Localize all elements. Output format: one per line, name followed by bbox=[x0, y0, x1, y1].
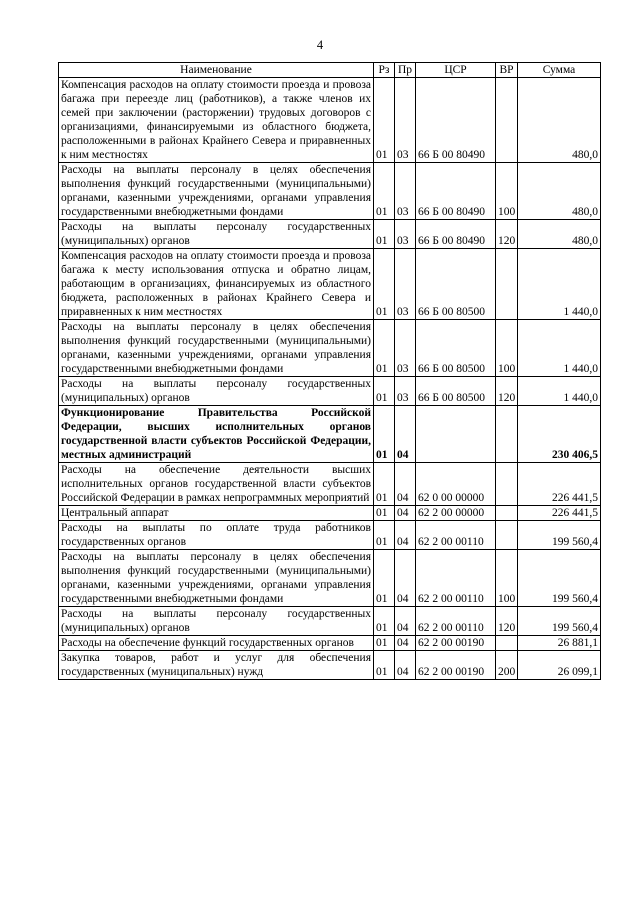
cell-vr: 120 bbox=[496, 607, 518, 636]
page-number: 4 bbox=[316, 38, 324, 52]
cell-rz: 01 bbox=[374, 320, 395, 377]
cell-sum: 1 440,0 bbox=[518, 249, 601, 320]
cell-rz: 01 bbox=[374, 377, 395, 406]
cell-sum: 480,0 bbox=[518, 78, 601, 163]
cell-vr bbox=[496, 521, 518, 550]
cell-name: Центральный аппарат bbox=[59, 506, 374, 521]
cell-sum: 480,0 bbox=[518, 163, 601, 220]
table-row bbox=[59, 163, 601, 220]
cell-csr: 66 Б 00 80500 bbox=[416, 377, 496, 406]
cell-sum: 199 560,4 bbox=[518, 521, 601, 550]
cell-csr bbox=[416, 406, 496, 463]
table-row bbox=[59, 377, 601, 406]
table-row bbox=[59, 550, 601, 607]
table-row bbox=[59, 320, 601, 377]
cell-pr: 03 bbox=[395, 377, 416, 406]
cell-vr: 120 bbox=[496, 220, 518, 249]
cell-pr: 04 bbox=[395, 521, 416, 550]
cell-pr: 04 bbox=[395, 607, 416, 636]
cell-sum: 26 099,1 bbox=[518, 651, 601, 680]
cell-csr: 66 Б 00 80500 bbox=[416, 249, 496, 320]
cell-csr: 62 2 00 00190 bbox=[416, 636, 496, 651]
cell-vr: 100 bbox=[496, 320, 518, 377]
cell-name: Компенсация расходов на оплату стоимости проезда и провоза багажа к месту использования отпуска и обратно лицам, работающим в организациях, финансируемых из областного бюджета, расположенных в районах Крайнего Севера и приравненных к ним местностях bbox=[59, 249, 374, 320]
cell-pr: 04 bbox=[395, 550, 416, 607]
cell-pr: 03 bbox=[395, 249, 416, 320]
cell-pr: 04 bbox=[395, 506, 416, 521]
cell-name: Расходы на обеспечение деятельности высших исполнительных органов государственной власти субъектов Российской Федерации в рамках непрограммных мероприятий bbox=[59, 463, 374, 506]
cell-name: Закупка товаров, работ и услуг для обеспечения государственных (муниципальных) нужд bbox=[59, 651, 374, 680]
table-row bbox=[59, 249, 601, 320]
cell-pr: 04 bbox=[395, 636, 416, 651]
cell-csr: 62 0 00 00000 bbox=[416, 463, 496, 506]
cell-pr: 03 bbox=[395, 163, 416, 220]
cell-rz: 01 bbox=[374, 506, 395, 521]
cell-vr bbox=[496, 636, 518, 651]
header-sum: Сумма bbox=[518, 63, 601, 78]
cell-rz: 01 bbox=[374, 651, 395, 680]
cell-pr: 04 bbox=[395, 651, 416, 680]
cell-csr: 66 Б 00 80500 bbox=[416, 320, 496, 377]
table-row bbox=[59, 521, 601, 550]
cell-name: Расходы на выплаты персоналу государственных (муниципальных) органов bbox=[59, 220, 374, 249]
cell-csr: 62 2 00 00110 bbox=[416, 521, 496, 550]
cell-name: Расходы на выплаты персоналу в целях обеспечения выполнения функций государственными (муниципальными) органами, казенными учреждениями, органами управления государственными внебюджетными фондами bbox=[59, 163, 374, 220]
table-row bbox=[59, 463, 601, 506]
header-csr: ЦСР bbox=[416, 63, 496, 78]
cell-csr: 66 Б 00 80490 bbox=[416, 163, 496, 220]
cell-sum: 226 441,5 bbox=[518, 506, 601, 521]
cell-rz: 01 bbox=[374, 550, 395, 607]
cell-vr bbox=[496, 463, 518, 506]
table-row bbox=[59, 506, 601, 521]
cell-vr bbox=[496, 506, 518, 521]
cell-name: Расходы на выплаты персоналу государственных (муниципальных) органов bbox=[59, 377, 374, 406]
cell-rz: 01 bbox=[374, 78, 395, 163]
cell-name: Расходы на выплаты по оплате труда работников государственных органов bbox=[59, 521, 374, 550]
cell-vr bbox=[496, 78, 518, 163]
cell-pr: 03 bbox=[395, 220, 416, 249]
cell-vr bbox=[496, 406, 518, 463]
header-vr: ВР bbox=[496, 63, 518, 78]
table-row bbox=[59, 607, 601, 636]
cell-rz: 01 bbox=[374, 521, 395, 550]
table-row bbox=[59, 636, 601, 651]
cell-name: Расходы на обеспечение функций государственных органов bbox=[59, 636, 374, 651]
cell-pr: 03 bbox=[395, 78, 416, 163]
table-row bbox=[59, 78, 601, 163]
cell-csr: 62 2 00 00190 bbox=[416, 651, 496, 680]
table-row bbox=[59, 220, 601, 249]
cell-sum: 230 406,5 bbox=[518, 406, 601, 463]
cell-rz: 01 bbox=[374, 406, 395, 463]
cell-rz: 01 bbox=[374, 163, 395, 220]
header-rz: Рз bbox=[374, 63, 395, 78]
cell-name: Расходы на выплаты персоналу в целях обеспечения выполнения функций государственными (муниципальными) органами, казенными учреждениями, органами управления государственными внебюджетными фондами bbox=[59, 320, 374, 377]
cell-rz: 01 bbox=[374, 636, 395, 651]
cell-csr: 66 Б 00 80490 bbox=[416, 78, 496, 163]
table-header-row bbox=[59, 63, 601, 78]
cell-vr: 100 bbox=[496, 550, 518, 607]
budget-table bbox=[58, 62, 601, 680]
cell-sum: 26 881,1 bbox=[518, 636, 601, 651]
cell-pr: 03 bbox=[395, 320, 416, 377]
cell-sum: 226 441,5 bbox=[518, 463, 601, 506]
header-name: Наименование bbox=[59, 63, 374, 78]
cell-pr: 04 bbox=[395, 463, 416, 506]
cell-vr: 100 bbox=[496, 163, 518, 220]
cell-sum: 1 440,0 bbox=[518, 320, 601, 377]
cell-vr: 200 bbox=[496, 651, 518, 680]
cell-name: Функционирование Правительства Российской Федерации, высших исполнительных органов государственной власти субъектов Российской Федерации, местных администраций bbox=[59, 406, 374, 463]
cell-name: Расходы на выплаты персоналу государственных (муниципальных) органов bbox=[59, 607, 374, 636]
header-pr: Пр bbox=[395, 63, 416, 78]
cell-rz: 01 bbox=[374, 249, 395, 320]
cell-pr: 04 bbox=[395, 406, 416, 463]
cell-csr: 62 2 00 00000 bbox=[416, 506, 496, 521]
table-row bbox=[59, 651, 601, 680]
cell-sum: 199 560,4 bbox=[518, 550, 601, 607]
cell-name: Расходы на выплаты персоналу в целях обеспечения выполнения функций государственными (муниципальными) органами, казенными учреждениями, органами управления государственными внебюджетными фондами bbox=[59, 550, 374, 607]
cell-vr bbox=[496, 249, 518, 320]
cell-vr: 120 bbox=[496, 377, 518, 406]
cell-rz: 01 bbox=[374, 463, 395, 506]
cell-csr: 62 2 00 00110 bbox=[416, 550, 496, 607]
cell-sum: 480,0 bbox=[518, 220, 601, 249]
cell-csr: 62 2 00 00110 bbox=[416, 607, 496, 636]
cell-sum: 199 560,4 bbox=[518, 607, 601, 636]
cell-sum: 1 440,0 bbox=[518, 377, 601, 406]
table-row bbox=[59, 406, 601, 463]
cell-csr: 66 Б 00 80490 bbox=[416, 220, 496, 249]
cell-name: Компенсация расходов на оплату стоимости проезда и провоза багажа при переезде лиц (работников), а также членов их семей при заключении (расторжении) трудовых договоров с организациями, финансируемыми из областного бюджета, расположенными в районах Крайнего Севера и приравненных к ним местностях bbox=[59, 78, 374, 163]
cell-rz: 01 bbox=[374, 220, 395, 249]
cell-rz: 01 bbox=[374, 607, 395, 636]
